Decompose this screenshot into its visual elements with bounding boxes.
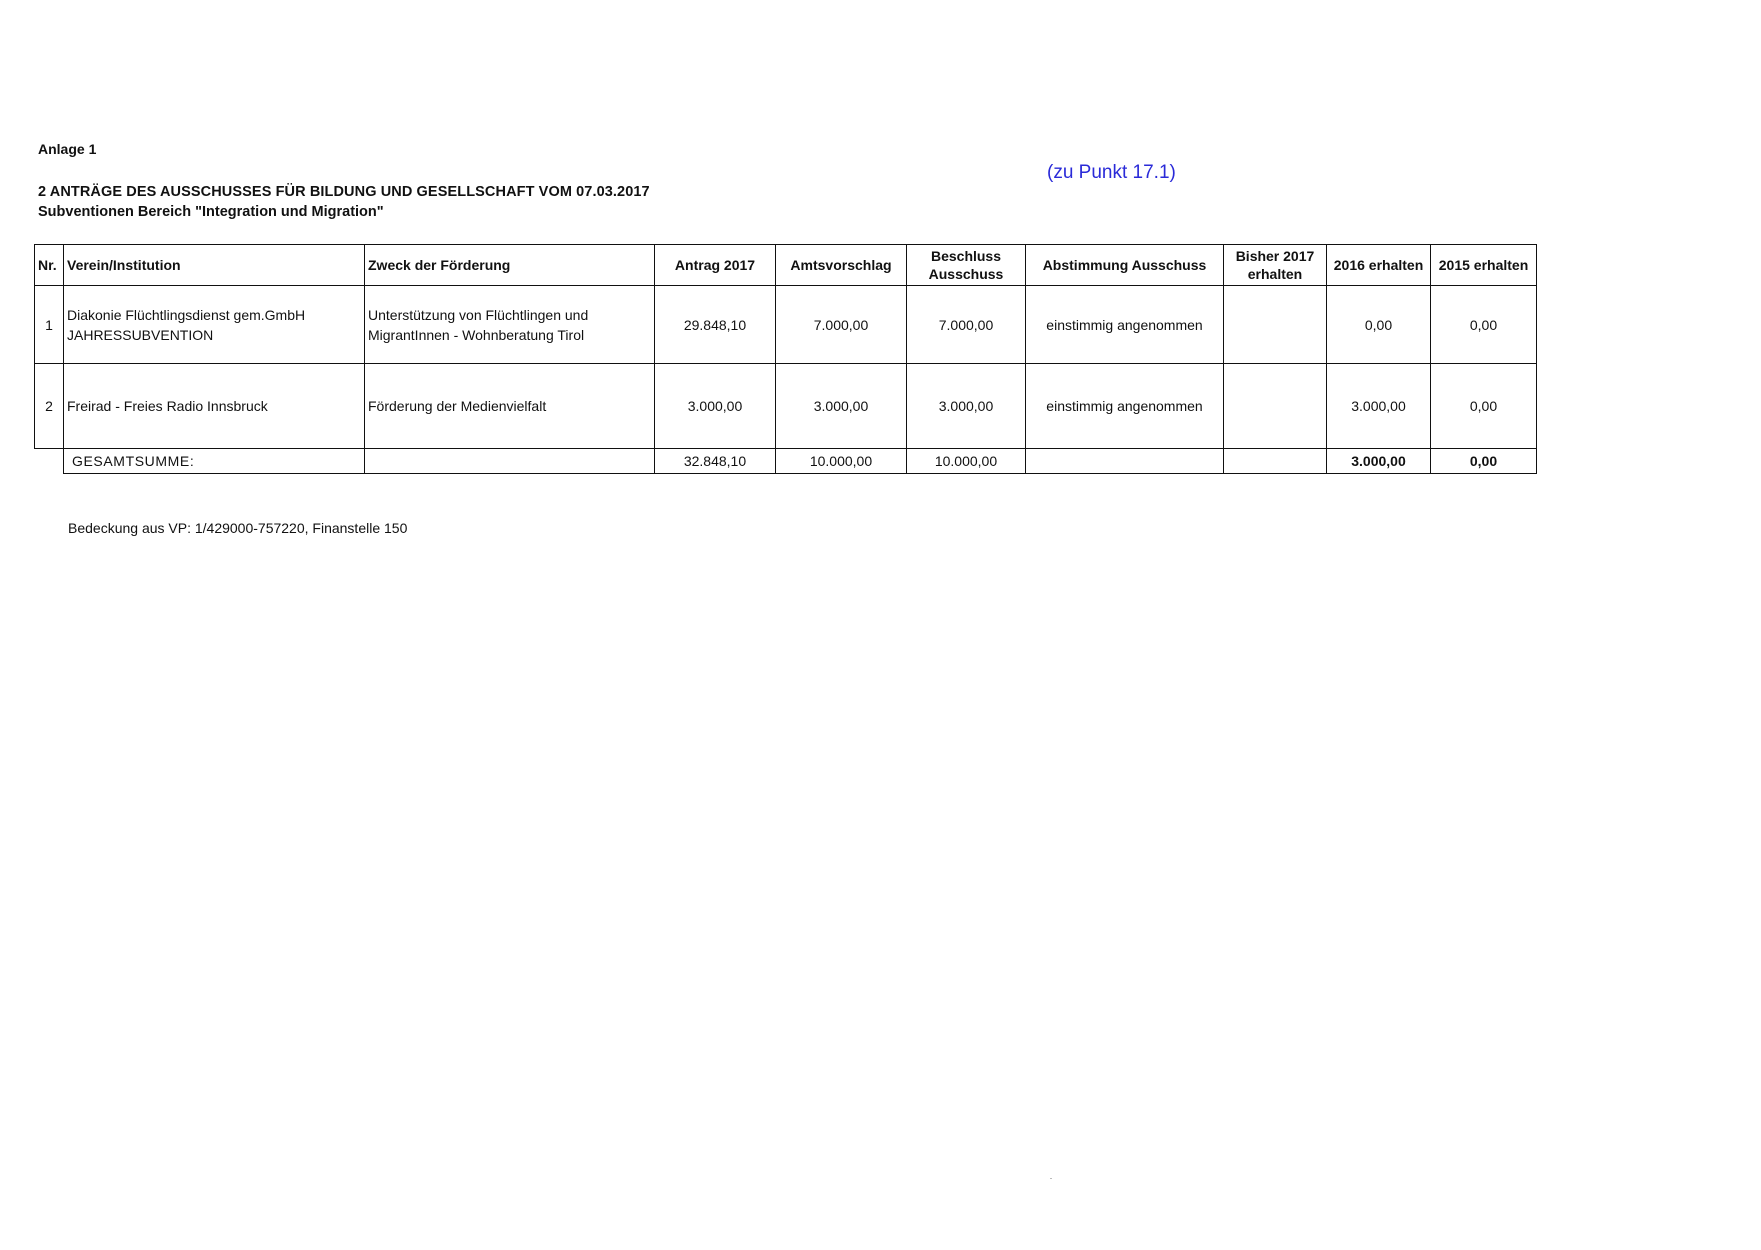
total-row [35, 449, 1537, 474]
cell-2016: 0,00 [1327, 286, 1431, 364]
cell-zweck [365, 286, 655, 364]
cell-verein-line1: Freirad - Freies Radio Innsbruck [67, 398, 268, 414]
table-row [35, 364, 1537, 449]
total-bisher-empty [1224, 449, 1327, 474]
total-amtsvorschlag: 10.000,00 [776, 449, 907, 474]
header-nr: Nr. [35, 245, 64, 286]
cell-nr: 1 [35, 286, 64, 364]
cell-verein-line1: Diakonie Flüchtlingsdienst gem.GmbH [67, 306, 306, 323]
document-subtitle: Subventionen Bereich "Integration und Migration" [38, 204, 384, 220]
total-abstimmung-empty [1026, 449, 1224, 474]
agenda-reference: (zu Punkt 17.1) [1047, 162, 1176, 183]
header-2015: 2015 erhalten [1431, 245, 1537, 286]
header-beschluss [907, 245, 1026, 286]
cell-amtsvorschlag: 7.000,00 [776, 286, 907, 364]
header-beschluss-line2: Ausschuss [928, 266, 1004, 282]
cell-verein [64, 364, 365, 449]
cell-verein [64, 286, 365, 364]
annex-label: Anlage 1 [38, 141, 97, 157]
header-bisher-line2: erhalten [1247, 266, 1303, 282]
subsidy-table [34, 244, 1537, 474]
cell-zweck-line2: MigrantInnen - Wohnberatung Tirol [368, 326, 585, 343]
cell-nr: 2 [35, 364, 64, 449]
cell-amtsvorschlag: 3.000,00 [776, 364, 907, 449]
total-spacer [35, 449, 64, 474]
cell-bisher [1224, 286, 1327, 364]
header-bisher [1224, 245, 1327, 286]
cell-antrag: 3.000,00 [655, 364, 776, 449]
cell-zweck [365, 364, 655, 449]
cell-beschluss: 3.000,00 [907, 364, 1026, 449]
header-abstimmung: Abstimmung Ausschuss [1026, 245, 1224, 286]
cell-abstimmung: einstimmig angenommen [1026, 286, 1224, 364]
cell-zweck-line1: Förderung der Medienvielfalt [368, 398, 547, 414]
header-2016: 2016 erhalten [1327, 245, 1431, 286]
total-2015: 0,00 [1431, 449, 1537, 474]
cell-zweck-line1: Unterstützung von Flüchtlingen und [368, 306, 589, 323]
total-zweck-empty [365, 449, 655, 474]
cell-2015: 0,00 [1431, 364, 1537, 449]
header-amtsvorschlag: Amtsvorschlag [776, 245, 907, 286]
funding-note: Bedeckung aus VP: 1/429000-757220, Finanstelle 150 [68, 520, 408, 536]
cell-antrag: 29.848,10 [655, 286, 776, 364]
cell-beschluss: 7.000,00 [907, 286, 1026, 364]
cell-bisher [1224, 364, 1327, 449]
cell-abstimmung: einstimmig angenommen [1026, 364, 1224, 449]
header-verein: Verein/Institution [64, 245, 365, 286]
header-beschluss-line1: Beschluss [930, 248, 1002, 264]
header-bisher-line1: Bisher 2017 [1235, 248, 1315, 264]
cell-2016: 3.000,00 [1327, 364, 1431, 449]
document-title: 2 ANTRÄGE DES AUSSCHUSSES FÜR BILDUNG UND GESELLSCHAFT VOM 07.03.2017 [38, 184, 650, 200]
total-label: GESAMTSUMME: [64, 449, 365, 474]
cell-2015: 0,00 [1431, 286, 1537, 364]
header-antrag: Antrag 2017 [655, 245, 776, 286]
total-beschluss: 10.000,00 [907, 449, 1026, 474]
total-antrag: 32.848,10 [655, 449, 776, 474]
header-zweck: Zweck der Förderung [365, 245, 655, 286]
scan-speck [1050, 1178, 1052, 1179]
total-2016: 3.000,00 [1327, 449, 1431, 474]
table-header-row [35, 245, 1537, 286]
table-row [35, 286, 1537, 364]
cell-verein-line2: JAHRESSUBVENTION [67, 326, 214, 343]
